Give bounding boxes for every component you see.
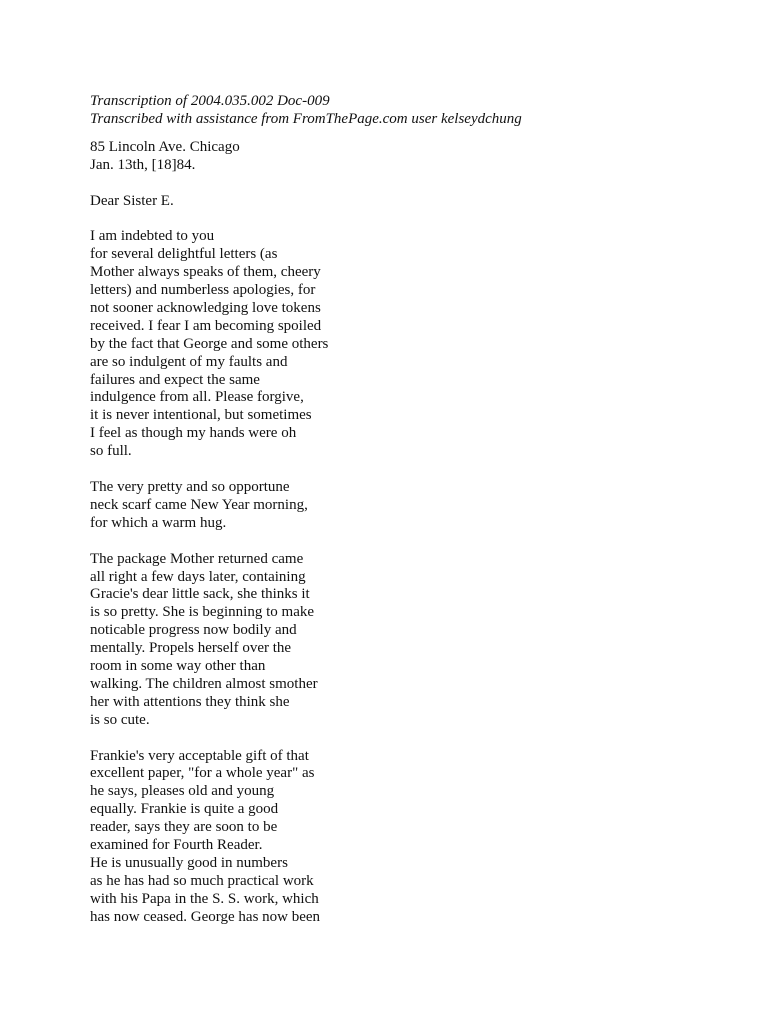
paragraph-line: by the fact that George and some others <box>90 335 329 352</box>
paragraph-frankie <box>90 748 710 927</box>
paragraph-line: Gracie's dear little sack, she thinks it <box>90 586 310 603</box>
paragraph-line: with his Papa in the S. S. work, which <box>90 890 319 907</box>
paragraph-line: noticable progress now bodily and <box>90 622 297 639</box>
paragraph-line: for several delightful letters (as <box>90 246 278 263</box>
paragraph-package <box>90 551 710 730</box>
paragraph-line: Mother always speaks of them, cheery <box>90 264 321 281</box>
paragraph-line: reader, says they are soon to be <box>90 819 278 836</box>
spacer <box>90 175 710 193</box>
paragraph-line: neck scarf came New Year morning, <box>90 496 308 513</box>
address-line: 85 Lincoln Ave. Chicago <box>90 138 240 155</box>
paragraph-line: walking. The children almost smother <box>90 675 318 692</box>
transcription-title: Transcription of 2004.035.002 Doc-009 <box>90 93 330 109</box>
spacer <box>90 730 710 748</box>
paragraph-line: not sooner acknowledging love tokens <box>90 299 321 316</box>
paragraph-line: equally. Frankie is quite a good <box>90 801 279 818</box>
paragraph-line: all right a few days later, containing <box>90 568 306 585</box>
paragraph-line: Frankie's very acceptable gift of that <box>90 747 309 764</box>
paragraph-apology <box>90 228 710 461</box>
paragraph-line: he says, pleases old and young <box>90 783 275 800</box>
transcription-header <box>90 93 710 129</box>
paragraph-line: received. I fear I am becoming spoiled <box>90 317 322 334</box>
paragraph-line: are so indulgent of my faults and <box>90 353 288 370</box>
paragraph-line: mentally. Propels herself over the <box>90 640 292 657</box>
paragraph-line: The very pretty and so opportune <box>90 478 290 495</box>
paragraph-scarf <box>90 479 710 533</box>
transcription-credit: Transcribed with assistance from FromThePage.com user kelseydchung <box>90 110 522 127</box>
address-block <box>90 139 710 175</box>
paragraph-line: I feel as though my hands were oh <box>90 425 297 442</box>
paragraph-line: so full. <box>90 443 132 460</box>
paragraph-line: The package Mother returned came <box>90 550 304 567</box>
paragraph-line: as he has had so much practical work <box>90 872 314 889</box>
paragraph-line: for which a warm hug. <box>90 514 227 531</box>
paragraph-line: room in some way other than <box>90 658 266 675</box>
date-line: Jan. 13th, [18]84. <box>90 156 196 173</box>
paragraph-line: has now ceased. George has now been <box>90 908 321 925</box>
paragraph-line: failures and expect the same <box>90 371 260 388</box>
paragraph-line: is so pretty. She is beginning to make <box>90 604 315 621</box>
salutation: Dear Sister E. <box>90 192 174 209</box>
spacer <box>90 461 710 479</box>
spacer <box>90 129 710 139</box>
letter-transcription <box>90 93 710 927</box>
paragraph-line: is so cute. <box>90 711 150 728</box>
paragraph-line: her with attentions they think she <box>90 693 290 710</box>
paragraph-line: it is never intentional, but sometimes <box>90 407 312 424</box>
spacer <box>90 210 710 228</box>
spacer <box>90 533 710 551</box>
paragraph-line: excellent paper, "for a whole year" as <box>90 765 315 782</box>
paragraph-line: I am indebted to you <box>90 228 215 245</box>
paragraph-line: He is unusually good in numbers <box>90 854 288 871</box>
paragraph-line: letters) and numberless apologies, for <box>90 282 316 299</box>
paragraph-line: examined for Fourth Reader. <box>90 837 263 854</box>
paragraph-line: indulgence from all. Please forgive, <box>90 389 304 406</box>
